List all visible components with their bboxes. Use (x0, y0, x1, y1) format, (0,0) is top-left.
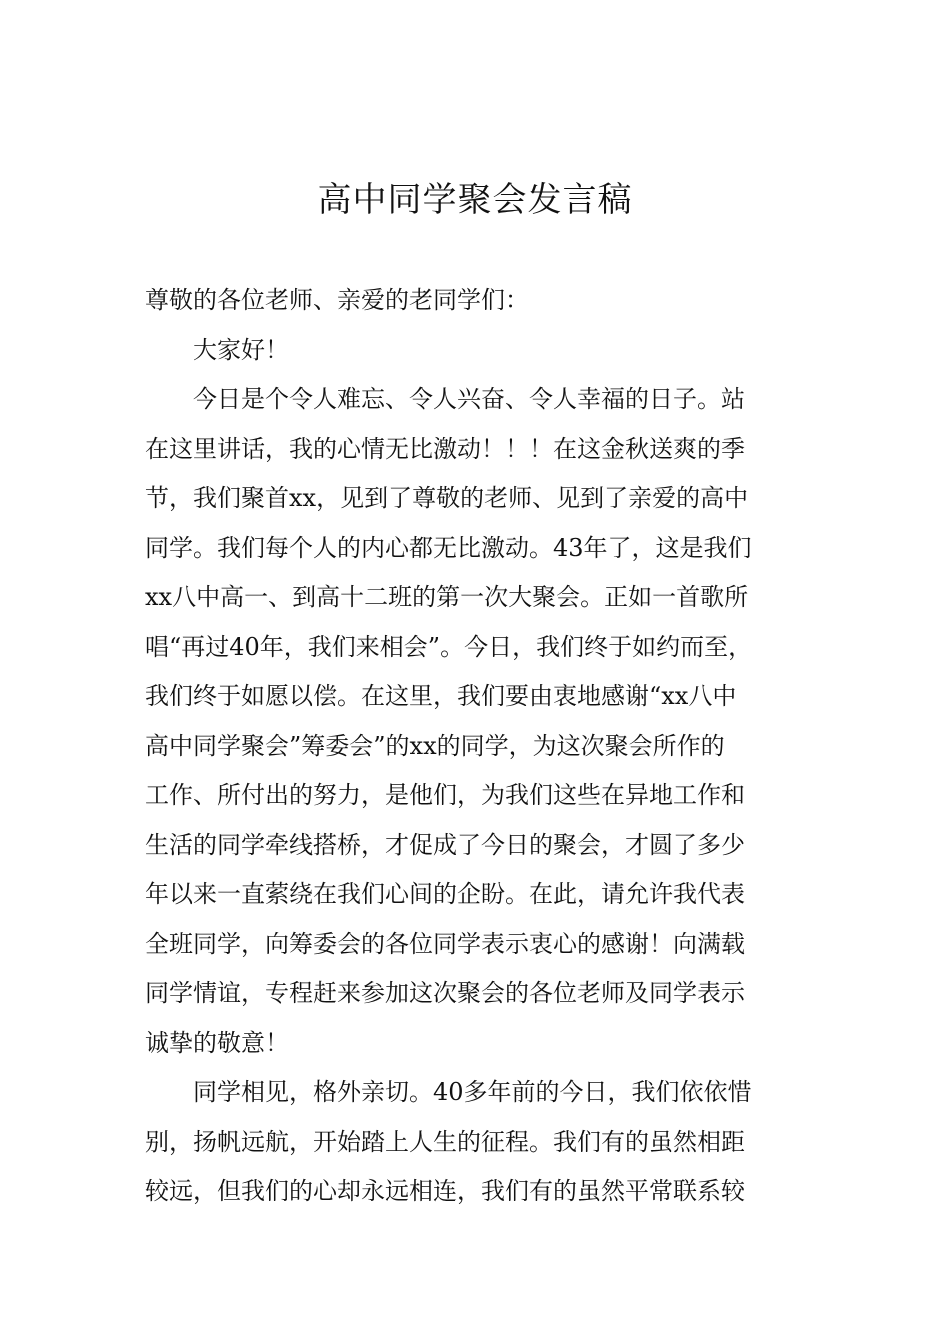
document-body (145, 276, 825, 1217)
text-line: 节，我们聚首xx，见到了尊敬的老师、见到了亲爱的高中 (145, 484, 749, 512)
text-line: 高中同学聚会”筹委会”的xx的同学，为这次聚会所作的 (145, 731, 725, 760)
text-line: 我们终于如愿以偿。在这里，我们要由衷地感谢“xx八中 (145, 682, 737, 710)
text-line: 别，扬帆远航，开始踏上人生的征程。我们有的虽然相距 (145, 1127, 745, 1156)
text-line: 唱“再过40年，我们来相会”。今日，我们终于如约而至， (145, 632, 753, 661)
text-line: 同学。我们每个人的内心都无比激动。43年了，这是我们 (145, 533, 752, 562)
document-title: 高中同学聚会发言稿 (317, 180, 633, 220)
text-line: 较远，但我们的心却永远相连，我们有的虽然平常联系较 (145, 1177, 745, 1205)
text-line: 尊敬的各位老师、亲爱的老同学们： (145, 286, 529, 314)
text-line: 大家好！ (193, 335, 289, 364)
text-line: 今日是个令人难忘、令人兴奋、令人幸福的日子。站 (193, 385, 745, 413)
text-line: 在这里讲话，我的心情无比激动！！！在这金秋送爽的季 (145, 434, 745, 463)
text-line: 同学情谊，专程赶来参加这次聚会的各位老师及同学表示 (145, 979, 745, 1007)
text-line: 同学相见，格外亲切。40多年前的今日，我们依依惜 (193, 1078, 752, 1106)
text-line: 诚挚的敬意！ (145, 1028, 289, 1057)
text-line: 生活的同学牵线搭桥，才促成了今日的聚会，才圆了多少 (145, 830, 745, 859)
text-line: 工作、所付出的努力，是他们，为我们这些在异地工作和 (145, 781, 745, 809)
text-line: xx八中高一、到高十二班的第一次大聚会。正如一首歌所 (145, 583, 749, 611)
text-line: 年以来一直萦绕在我们心间的企盼。在此，请允许我代表 (145, 880, 745, 908)
text-line: 全班同学，向筹委会的各位同学表示衷心的感谢！向满载 (145, 929, 745, 958)
